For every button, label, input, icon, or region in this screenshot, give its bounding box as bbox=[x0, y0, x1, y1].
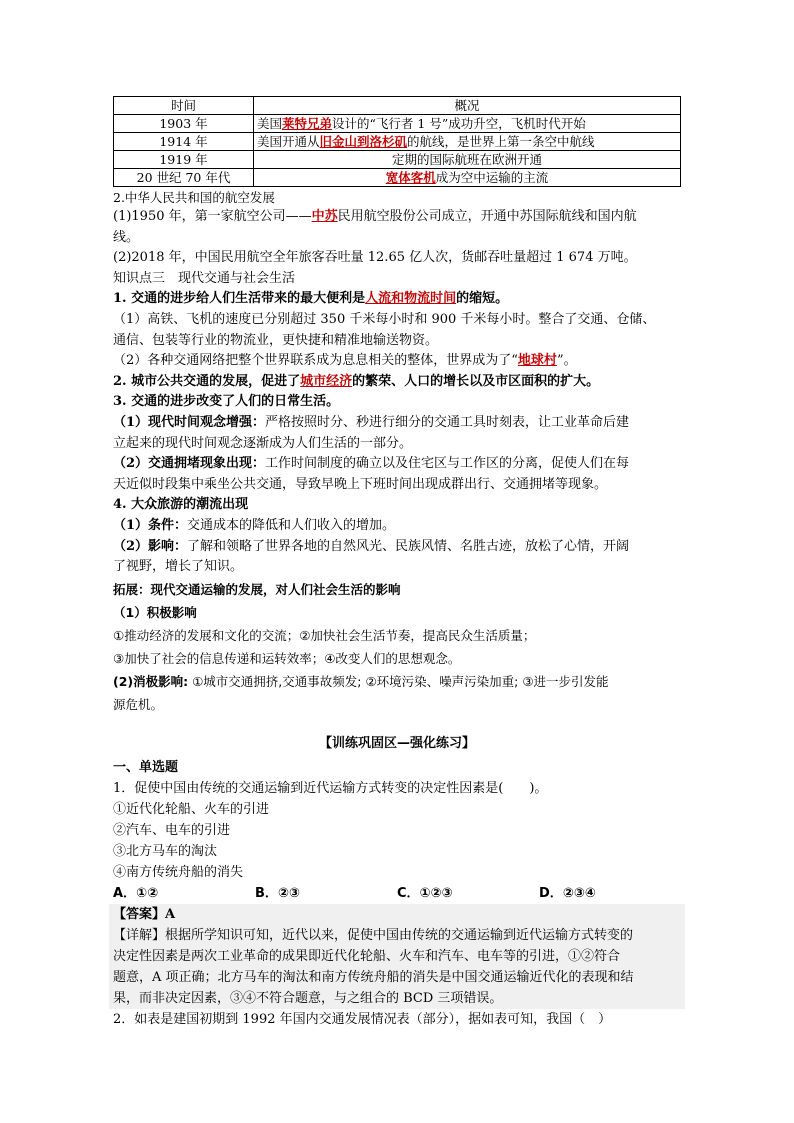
cell-text: 成为空中运输的主流 bbox=[435, 170, 549, 185]
china-aviation-heading: 2.中华人民共和国的航空发展 bbox=[113, 190, 275, 205]
cell-text: 设计的“飞行者 1 号”成功升空，飞机时代开始 bbox=[332, 116, 586, 131]
question-1: 1．促使中国由传统的交通运输到近代运输方式转变的决定性因素是( )。 bbox=[113, 780, 548, 796]
cell-highlight: 宽体客机 bbox=[385, 170, 436, 185]
keyword: （1）现代时间观念增强： bbox=[113, 414, 266, 430]
table-cell-overview bbox=[254, 151, 681, 169]
kp3-point4-2b: 了视野，增长了知识。 bbox=[113, 559, 244, 575]
extension-heading: 拓展：现代交通运输的发展，对人们社会生活的影响 bbox=[113, 581, 401, 597]
cell-text: 定期的国际航班在欧洲开通 bbox=[391, 152, 542, 167]
keyword: （2）交通拥堵现象出现： bbox=[113, 456, 266, 472]
extension-positive-2: ③加快了社会的信息传递和运转效率；④改变人们的思想观念。 bbox=[113, 650, 461, 666]
answer-detail-2: 决定性因素是两次工业革命的成果即近代化轮船、火车和汽车、电车等的引进，①②符合 bbox=[113, 948, 621, 964]
cell-text: 美国开通从 bbox=[257, 134, 320, 149]
practice-section: 一、单选题 bbox=[113, 759, 179, 775]
kp3-point4-2a bbox=[113, 537, 681, 558]
kp3-point1-2 bbox=[113, 351, 681, 372]
text: 的繁荣、人口的增长以及市区面积的扩大。 bbox=[352, 373, 600, 389]
kp3-point2 bbox=[113, 372, 681, 393]
question-1-item: ④南方传统舟船的消失 bbox=[113, 864, 244, 880]
table-cell-year: 1919 年 bbox=[114, 151, 254, 169]
table-header-time: 时间 bbox=[114, 97, 254, 115]
option-b[interactable]: B．②③ bbox=[255, 885, 300, 901]
kp3-point1-1a: （1）高铁、飞机的速度已分别超过 350 千米每小时和 900 千米每小时。整合了交通、仓储、 bbox=[113, 311, 656, 327]
table-row bbox=[114, 169, 681, 187]
question-1-item: ①近代化轮船、火车的引进 bbox=[113, 801, 270, 817]
kp3-point4-1 bbox=[113, 516, 681, 537]
table-cell-overview bbox=[254, 133, 681, 151]
text: ①城市交通拥挤,交通事故频发; ②环境污染、噪声污染加重; ③进一步引发能 bbox=[188, 673, 609, 689]
cell-text: 的航线，是世界上第一条空中航线 bbox=[407, 134, 595, 149]
question-1-item: ②汽车、电车的引进 bbox=[113, 822, 231, 838]
extension-positive-heading: （1）积极影响 bbox=[113, 604, 197, 620]
question-2: 2．如表是建国初期到 1992 年国内交通发展情况表（部分），据如表可知，我国（ ） bbox=[113, 1011, 612, 1027]
keyword: (2)消极影响: bbox=[113, 673, 189, 689]
option-d[interactable]: D．②③④ bbox=[539, 885, 596, 901]
question-1-item: ③北方马车的淘汰 bbox=[113, 843, 218, 859]
text: 1. 交通的进步给人们生活带来的最大便利是 bbox=[113, 291, 366, 307]
kp3-point1 bbox=[113, 289, 681, 310]
extension-negative-a bbox=[113, 670, 681, 693]
text: （2）各种交通网络把整个世界联系成为息息相关的整体，世界成为了“ bbox=[113, 353, 518, 369]
extension-positive-1: ①推动经济的发展和文化的交流；②加快社会生活节奏，提高民众生活质量； bbox=[113, 627, 536, 643]
kp3-point3-1b: 立起来的现代时间观念逐渐成为人们生活的一部分。 bbox=[113, 435, 413, 451]
answer-box bbox=[109, 904, 685, 1009]
table-cell-overview bbox=[254, 169, 681, 187]
question-1-options bbox=[113, 883, 681, 904]
text: 2. 城市公共交通的发展，促进了 bbox=[113, 373, 301, 389]
china-aviation-p2: (2)2018 年，中国民用航空全年旅客吞吐量 12.65 亿人次，货邮吞吐量超过 1 674 万吨。 bbox=[113, 250, 637, 266]
aviation-timeline-table bbox=[113, 96, 681, 187]
text: 交通成本的降低和人们收入的增加。 bbox=[187, 517, 396, 533]
china-aviation-p1-cont: 线。 bbox=[113, 229, 140, 245]
keyword: （2）影响： bbox=[113, 538, 188, 554]
kp3-point3-1a bbox=[113, 413, 681, 434]
highlight: 地球村 bbox=[517, 353, 557, 369]
cell-highlight: 莱特兄弟 bbox=[282, 116, 333, 131]
text: ”。 bbox=[556, 353, 577, 369]
text: 民用航空股份公司成立，开通中苏国际航线和国内航 bbox=[337, 209, 637, 224]
answer-detail-1: 【详解】根据所学知识可知，近代以来，促使中国由传统的交通运输到近代运输方式转变的 bbox=[113, 927, 634, 943]
option-c[interactable]: C．①②③ bbox=[397, 885, 453, 901]
cell-text: 美国 bbox=[257, 116, 283, 131]
highlight: 中苏 bbox=[311, 209, 338, 224]
answer-label: 【答案】A bbox=[113, 906, 176, 922]
table-row bbox=[114, 133, 681, 151]
china-aviation-p1 bbox=[113, 207, 681, 228]
text: 了解和领略了世界各地的自然风光、民族风情、名胜古迹，放松了心情，开阔 bbox=[187, 538, 630, 554]
table-row bbox=[114, 151, 681, 169]
answer-detail-4: 果，而非决定因素，③④不符合题意，与之组合的 BCD 三项错误。 bbox=[113, 990, 503, 1006]
table-cell-year: 1903 年 bbox=[114, 115, 254, 133]
table-row bbox=[114, 115, 681, 133]
text: 严格按照时分、秒进行细分的交通工具时刻表，让工业革命后建 bbox=[265, 414, 630, 430]
table-cell-year: 20 世纪 70 年代 bbox=[114, 169, 254, 187]
table-cell-overview bbox=[254, 115, 681, 133]
answer-detail-3: 题意，A 项正确；北方马车的淘汰和南方传统舟船的消失是中国交通运输近代化的表现和结 bbox=[113, 969, 634, 985]
text: 工作时间制度的确立以及住宅区与工作区的分离，促使人们在每 bbox=[265, 456, 630, 472]
extension-negative-b: 源危机。 bbox=[113, 696, 164, 712]
highlight: 人流和物流时间 bbox=[365, 291, 457, 307]
kp3-point3-2b: 天近似时段集中乘坐公共交通，导致早晚上下班时间出现成群出行、交通拥堵等现象。 bbox=[113, 476, 608, 492]
option-a[interactable]: A．①② bbox=[113, 885, 159, 901]
page-content bbox=[113, 96, 681, 1030]
highlight: 城市经济 bbox=[300, 373, 353, 389]
table-header-row bbox=[114, 97, 681, 115]
kp3-heading: 知识点三 现代交通与社会生活 bbox=[113, 270, 296, 286]
kp3-point4: 4. 大众旅游的潮流出现 bbox=[113, 497, 249, 513]
table-header-overview: 概况 bbox=[254, 97, 681, 115]
kp3-point3-2a bbox=[113, 454, 681, 475]
kp3-point1-1b: 通信、包装等行业的物流业，更快捷和精准地输送物资。 bbox=[113, 332, 439, 348]
kp3-point3: 3. 交通的进步改变了人们的日常生活。 bbox=[113, 394, 340, 410]
text: 的缩短。 bbox=[456, 291, 509, 307]
table-cell-year: 1914 年 bbox=[114, 133, 254, 151]
text: (1)1950 年，第一家航空公司—— bbox=[113, 209, 312, 224]
keyword: （1）条件： bbox=[113, 517, 188, 533]
practice-title: 【训练巩固区—强化练习】 bbox=[318, 735, 475, 751]
cell-highlight: 旧金山到洛杉矶 bbox=[319, 134, 408, 149]
